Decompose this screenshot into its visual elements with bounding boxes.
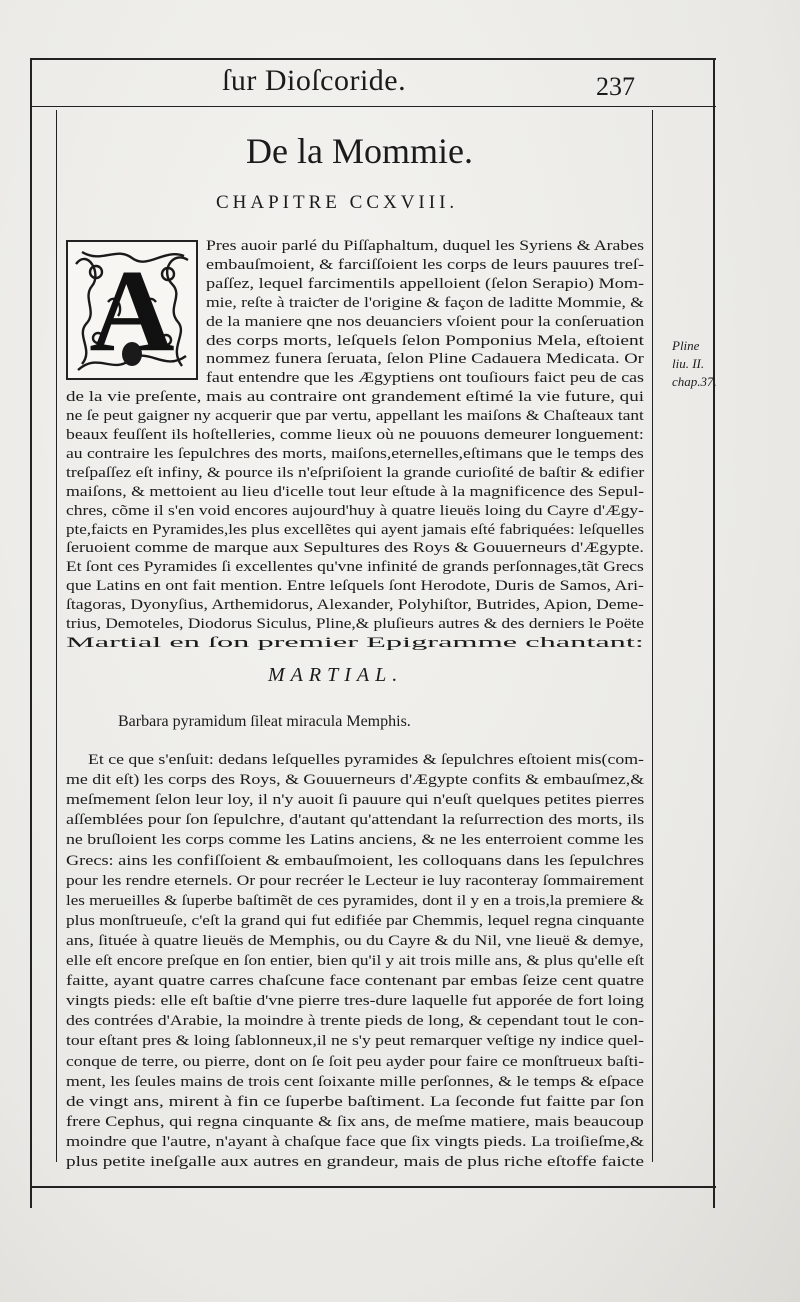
text-line: faitte, ayant quatre carres chaſcune face contenant par embas ſeize cent quatre [66, 972, 645, 990]
left-frame-rule [30, 58, 32, 1208]
text-line: aſſemblées pour ſon ſepulchre, d'autant qu'attendant la reſurrection des morts, ils [66, 811, 645, 829]
text-left-rule [56, 110, 57, 1162]
text-line: chres, cõme il s'en void encores aujourd'huy à quatre lieuës loing du Cayre d'Ægy- [66, 501, 644, 519]
text-line: conque de terre, ou pierre, dont on ſe ſoit peu ayder pour faire ce monſtrueux baſti- [66, 1052, 645, 1070]
chapter-number: CHAPITRE CCXVIII. [216, 192, 459, 213]
margin-note-line: chap.37. [672, 374, 717, 389]
text-line: de la maniere qne nos deuanciers vſoient pour la conſeruation [206, 312, 645, 330]
text-line: plus monſtrueuſe, c'eſt la grand qui fut edifiée par Chemmis, lequel regna cinquante [66, 911, 645, 929]
text-line: treſpaſſez eſt infiny, & pource ils n'eſpriſoient la grande curioſité de baſtir & edifier [66, 463, 645, 481]
text-line: embauſmoient, & farciſſoient les corps de leurs pauures treſ- [206, 255, 645, 273]
page-number: 237 [596, 72, 635, 101]
text-line: ne bruſloient les corps comme les Latins anciens, & ne les enterroient comme les [66, 831, 644, 849]
text-line: des corps morts, leſquels ſelon Pomponius Mela, eſtoient [206, 331, 645, 349]
ornament-icon [68, 242, 196, 378]
text-line: trius, Demoteles, Diodorus Siculus, Pline,& pluſieurs autres & des derniers le Poëte [66, 615, 644, 632]
text-line: ans, ſituée à quatre lieuës de Memphis, ou du Cayre & du Nil, vne lieuë & demye, [66, 931, 644, 949]
chapter-title: De la Mommie. [246, 131, 473, 171]
text-line: ne ſe peut gaigner ny acquerir que par vertu, appellant les maiſons & Chaſteaux tant [66, 407, 644, 425]
text-line: ſeruoient comme de marque aux Sepultures des Roys & Gouuerneurs d'Ægypte. [66, 539, 644, 557]
text-line: meſmement ſelon leur loy, il n'y auoit ſi pauure qui n'euſt quelques petites pierres [66, 791, 645, 809]
text-line: vingts pieds: elle eſt baſtie d'vne pierre tres-dure laquelle fut apporée de fort loing [66, 992, 645, 1010]
text-line: Martial en ſon premier Epigramme chantant: [66, 633, 644, 651]
text-line: plus petite ineſgalle aux autres en grandeur, mais de plus riche eſtoffe faicte [66, 1153, 644, 1170]
text-line: faut entendre que les Ægyptiens ont touſiours faict peu de cas [206, 369, 644, 387]
margin-note-line: Pline [672, 338, 700, 353]
text-right-rule [652, 110, 653, 1162]
bottom-rule [30, 1186, 716, 1188]
text-line: moindre que l'autre, n'ayant à chaſque face que ſix vingts pieds. La troiſieſme,& [66, 1132, 645, 1150]
decorated-initial [66, 240, 198, 380]
header-underline [30, 106, 716, 107]
section-heading-martial: MARTIAL. [268, 664, 404, 686]
text-line: maiſons, & mettoient au lieu d'icelle tout leur eſtude à la magnificence des Sepul- [66, 482, 645, 500]
text-line: au contraire les ſepulchres des morts, maiſons,eternelles,eſtimans que le temps des [66, 444, 644, 462]
text-line: des contrées d'Arabie, la moindre à trente pieds de long, & cependant tout le con- [66, 1012, 645, 1030]
text-line: pte,faicts en Pyramides,les plus excellẽtes qui ayent jamais eſté fabriquées: leſquelles [66, 520, 645, 538]
text-line: beaux feuſſent ils hoſtelleries, comme lieux où ne pouuons demeurer longuement: [66, 426, 644, 443]
text-line: nommez funera ſeruata, ſelon Pline Cadauera Medicata. Or [206, 350, 644, 368]
text-line: les merueilles & ſuperbe baſtimẽt de ces pyramides, dont il y en a trois,la premiere & [66, 891, 645, 909]
text-line: que Latins en ont fait mention. Entre leſquels ſont Herodote, Duris de Samos, Ari- [66, 577, 644, 595]
text-line: frere Cephus, qui regna cinquante & ſix ans, de meſme matiere, mais beaucoup [66, 1112, 644, 1130]
text-line: ſtagoras, Dyonyſius, Arthemidorus, Alexander, Polyhiſtor, Butrides, Apion, Deme- [66, 596, 644, 614]
svg-text:A: A [89, 245, 175, 376]
text-line: Et ſont ces Pyramides ſi excellentes qu'vne infinité de grands perſonnages,tãt Grecs [66, 558, 644, 576]
text-line: mie, reſte à traiƈter de l'origine & façon de laditte Mommie, & [206, 293, 644, 311]
text-line: Pres auoir parlé du Piſſaphaltum, duquel les Syriens & Arabes [206, 237, 644, 254]
text-line: elle eſt encore preſque en ſon entier, bien qu'il y ait trois mille ans, & plus qu'elle eſt [66, 952, 645, 969]
text-line: Grecs: ains les confiſſoient & embauſmoient, les colloquans dans les ſepulchres [66, 851, 644, 869]
epigram-quote: Barbara pyramidum ſileat miracula Memphis. [118, 713, 411, 730]
text-line: de vingt ans, mirent à fin ce ſuperbe baſtiment. La ſeconde fut faitte par ſon [66, 1092, 645, 1110]
text-line: ment, les ſeules mains de trois cent ſoixante mille perſonnes, & le temps & eſpace [66, 1072, 644, 1090]
running-head: ſur Dioſcoride. [222, 64, 407, 97]
right-frame-rule [713, 58, 715, 1208]
text-line: pour les rendre eternels. Or pour recréer le Lecteur ie luy raconteray ſommairement [66, 871, 644, 889]
text-line: Et ce que s'enſuit: dedans leſquelles pyramides & ſepulchres eſtoient mis(com- [88, 751, 644, 768]
text-line: de la vie preſente, mais au contraire ont grandement eſtimé la vie future, qui [66, 388, 645, 406]
text-line: tour eſtant pres & loing ſablonneux,il ne s'y peut remarquer veſtige ny indice quel- [66, 1032, 645, 1050]
text-line: paſſez, lequel farcimentils appelloient (ſelon Serapio) Mom- [206, 274, 645, 292]
margin-note-line: liu. II. [672, 356, 705, 371]
text-line: me dit eſt) les corps des Roys, & Gouuerneurs d'Ægypte confits & embauſmez,& [66, 771, 645, 789]
top-rule [30, 58, 716, 60]
